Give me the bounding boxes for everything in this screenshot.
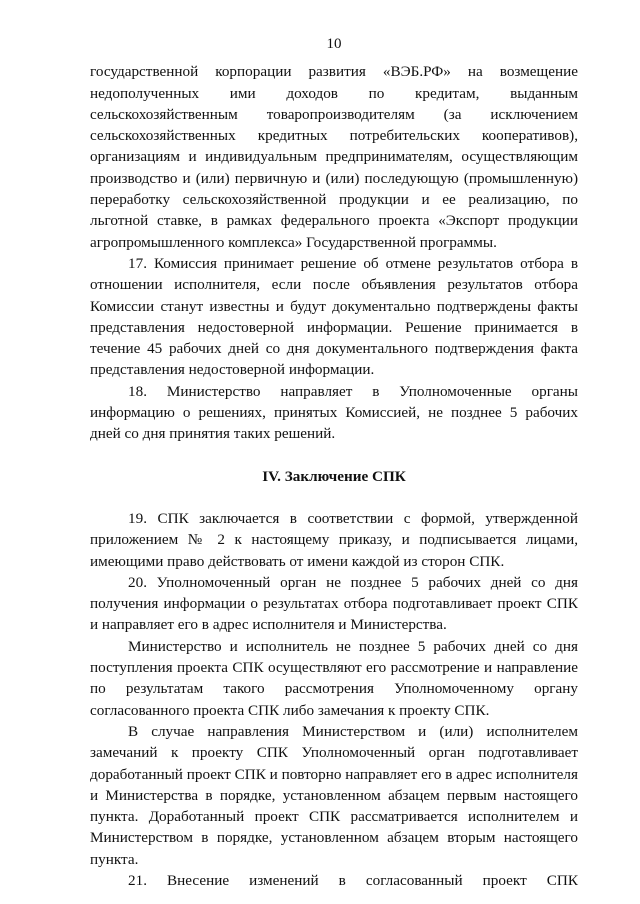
paragraph-18: 18. Министерство направляет в Уполномоченные органы информацию о решениях, принятых Комиссией, не позднее 5 рабочих дней со дня принятия таких решений. — [90, 382, 578, 443]
page-number: 10 — [326, 36, 342, 52]
paragraph-20-part-2: Министерство и исполнитель не позднее 5 рабочих дней со дня поступления проекта СПК осуществляют его рассмотрение и направление по результатам такого рассмотрения Уполномоченному органу согласованного проекта СПК либо замечания к проекту СПК. — [90, 637, 578, 719]
document-page — [90, 34, 578, 891]
paragraph-17: 17. Комиссия принимает решение об отмене результатов отбора в отношении исполнителя, если после объявления результатов отбора Комиссии станут известны и будут документально подтверждены факты представления недостоверной информации. Решение принимается в течение 45 рабочих дней со дня документального подтверждения факта представления недостоверной информации. — [90, 254, 578, 379]
section-heading: IV. Заключение СПК — [262, 467, 406, 485]
paragraph-21: 21. Внесение изменений в согласованный проект СПК — [128, 871, 578, 889]
paragraph-20-part-3: В случае направления Министерством и (или) исполнителем замечаний к проекту СПК Уполномоченный орган подготавливает доработанный проект СПК и повторно направляет его в адрес исполнителя и Министерства в порядке, установленном абзацем первым настоящего пункта. Доработанный проект СПК рассматривается исполнителем и Министерством в порядке, установленном абзацем вторым настоящего пункта. — [90, 722, 578, 868]
paragraph-continuation: государственной корпорации развития «ВЭБ.РФ» на возмещение недополученных ими доходов по кредитам, выданным сельскохозяйственным товаропроизводителям (за исключением сельскохозяйственных кредитных потребительских кооперативов), организациям и индивидуальным предпринимателям, осуществляющим производство и (или) первичную и (или) последующую (промышленную) переработку сельскохозяйственной продукции и ее реализацию, по льготной ставке, в рамках федерального проекта «Экспорт продукции агропромышленного комплекса» Государственной программы. — [90, 63, 578, 251]
paragraph-20: 20. Уполномоченный орган не позднее 5 рабочих дней со дня получения информации о результатах отбора подготавливает проект СПК и направляет его в адрес исполнителя и Министерства. — [90, 573, 578, 634]
paragraph-19: 19. СПК заключается в соответствии с формой, утвержденной приложением № 2 к настоящему приказу, и подписывается лицами, имеющими право действовать от имени каждой из сторон СПК. — [90, 509, 578, 570]
